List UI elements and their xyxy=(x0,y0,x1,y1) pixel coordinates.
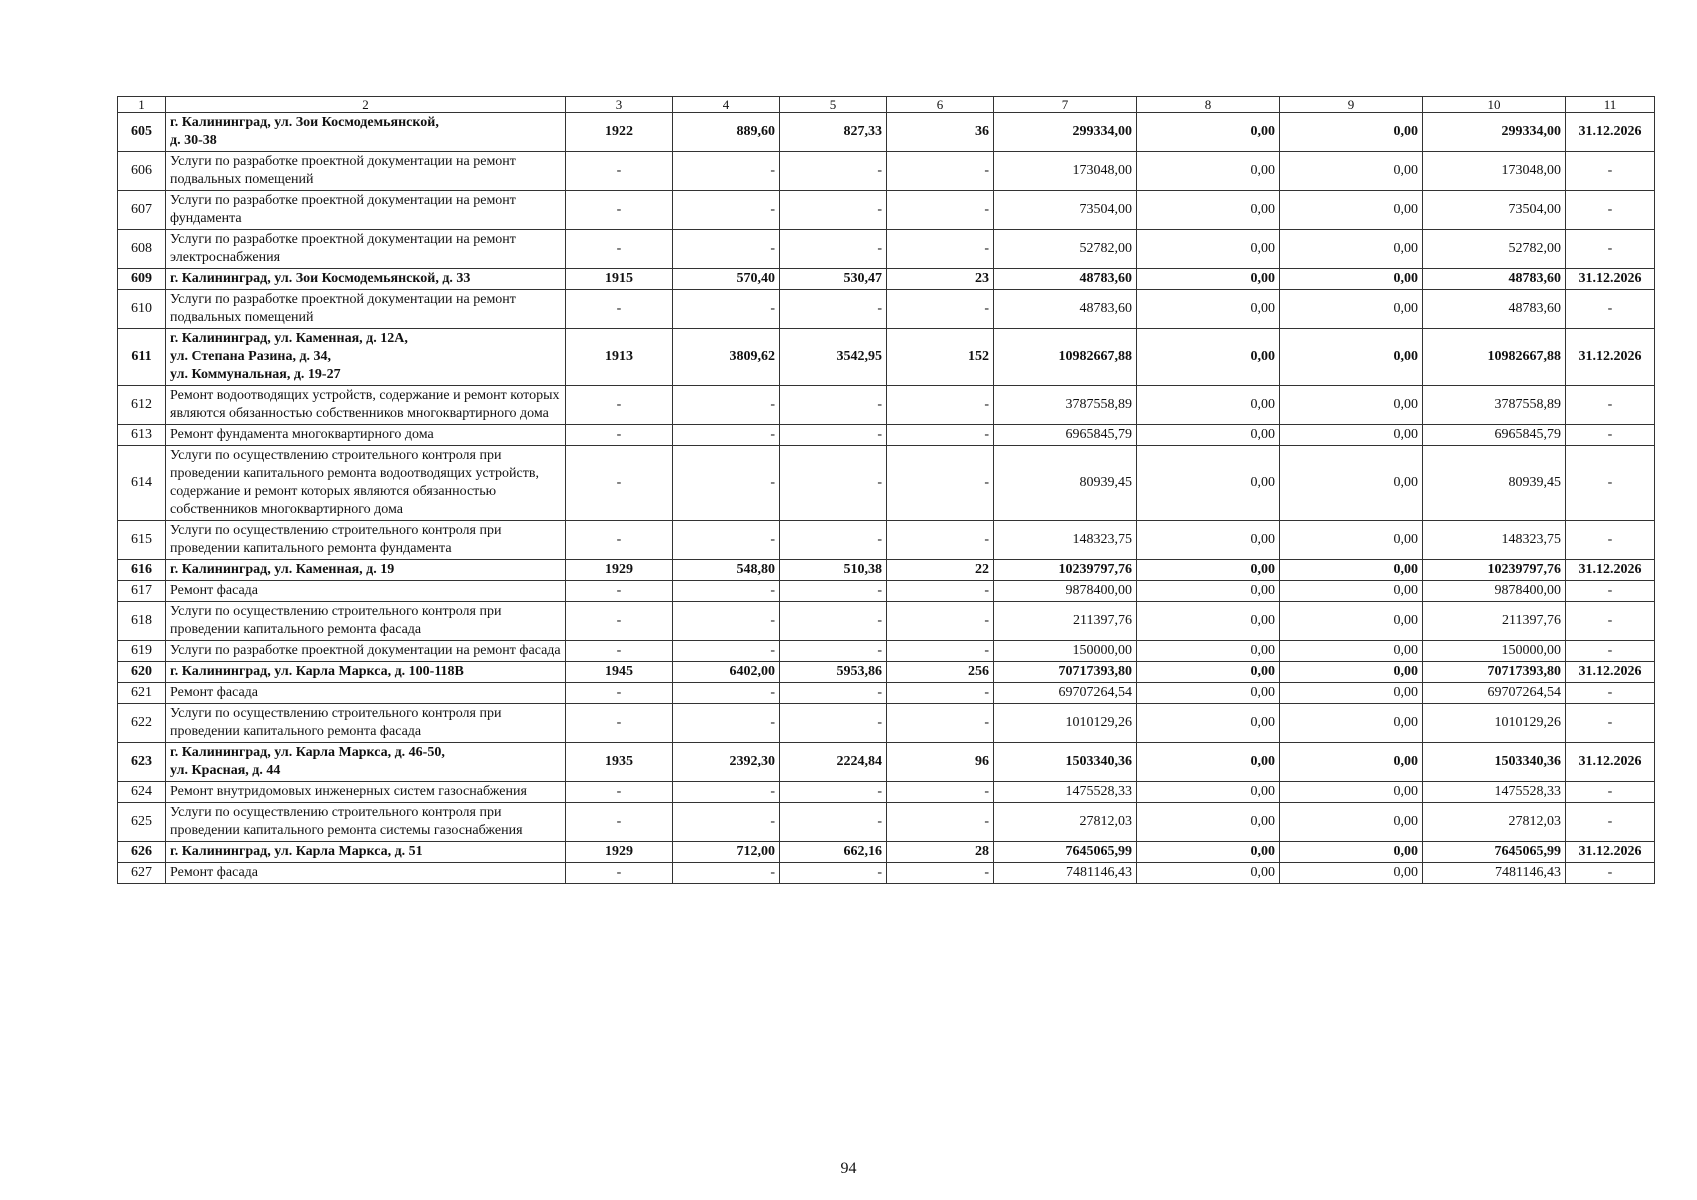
area-living-cell: - xyxy=(780,683,887,704)
work-row xyxy=(118,386,1655,425)
cost-regional-cell: 0,00 xyxy=(1280,113,1423,152)
year-cell: - xyxy=(566,704,673,743)
work-name-cell: Услуги по осуществлению строительного контроля при проведении капитального ремонта водоотводящих устройств, содержание и ремонт которых являются обязанностью собственников многоквартирного дома xyxy=(166,446,566,521)
cost-federal-cell: 0,00 xyxy=(1137,683,1280,704)
cost-total-cell: 48783,60 xyxy=(994,290,1137,329)
area-total-cell: 6402,00 xyxy=(673,662,780,683)
cost-federal-cell: 0,00 xyxy=(1137,191,1280,230)
residents-cell: 152 xyxy=(887,329,994,386)
cost-total-cell: 7645065,99 xyxy=(994,842,1137,863)
work-name-cell: Ремонт фасада xyxy=(166,683,566,704)
residents-cell: - xyxy=(887,581,994,602)
row-number-cell: 617 xyxy=(118,581,166,602)
deadline-cell: 31.12.2026 xyxy=(1566,743,1655,782)
work-name-cell: Услуги по осуществлению строительного контроля при проведении капитального ремонта фундамента xyxy=(166,521,566,560)
cost-regional-cell: 0,00 xyxy=(1280,641,1423,662)
year-cell: 1913 xyxy=(566,329,673,386)
address-row xyxy=(118,113,1655,152)
cost-federal-cell: 0,00 xyxy=(1137,269,1280,290)
cost-total-cell: 299334,00 xyxy=(994,113,1137,152)
cost-total-cell: 1503340,36 xyxy=(994,743,1137,782)
area-living-cell: 662,16 xyxy=(780,842,887,863)
area-living-cell: - xyxy=(780,425,887,446)
header-row xyxy=(118,97,1655,113)
cost-total-cell: 148323,75 xyxy=(994,521,1137,560)
deadline-cell: - xyxy=(1566,803,1655,842)
work-row xyxy=(118,704,1655,743)
cost-total-cell: 48783,60 xyxy=(994,269,1137,290)
work-row xyxy=(118,191,1655,230)
area-living-cell: - xyxy=(780,863,887,884)
cost-owners-cell: 148323,75 xyxy=(1423,521,1566,560)
deadline-cell: 31.12.2026 xyxy=(1566,269,1655,290)
work-name-cell: Услуги по разработке проектной документации на ремонт фасада xyxy=(166,641,566,662)
residents-cell: - xyxy=(887,446,994,521)
cost-total-cell: 70717393,80 xyxy=(994,662,1137,683)
work-name-cell: г. Калининград, ул. Зои Космодемьянской, д. 33 xyxy=(166,269,566,290)
row-number-cell: 611 xyxy=(118,329,166,386)
cost-total-cell: 1010129,26 xyxy=(994,704,1137,743)
year-cell: 1922 xyxy=(566,113,673,152)
area-living-cell: - xyxy=(780,446,887,521)
cost-regional-cell: 0,00 xyxy=(1280,863,1423,884)
deadline-cell: - xyxy=(1566,230,1655,269)
cost-federal-cell: 0,00 xyxy=(1137,581,1280,602)
area-total-cell: - xyxy=(673,425,780,446)
area-living-cell: - xyxy=(780,782,887,803)
cost-federal-cell: 0,00 xyxy=(1137,113,1280,152)
cost-total-cell: 10982667,88 xyxy=(994,329,1137,386)
address-row xyxy=(118,269,1655,290)
column-header-9: 9 xyxy=(1280,97,1423,113)
year-cell: - xyxy=(566,191,673,230)
residents-cell: - xyxy=(887,782,994,803)
row-number-cell: 614 xyxy=(118,446,166,521)
residents-cell: - xyxy=(887,290,994,329)
cost-federal-cell: 0,00 xyxy=(1137,386,1280,425)
work-row xyxy=(118,683,1655,704)
column-header-10: 10 xyxy=(1423,97,1566,113)
area-living-cell: 510,38 xyxy=(780,560,887,581)
address-row xyxy=(118,329,1655,386)
cost-federal-cell: 0,00 xyxy=(1137,560,1280,581)
residents-cell: - xyxy=(887,425,994,446)
cost-regional-cell: 0,00 xyxy=(1280,581,1423,602)
area-living-cell: 530,47 xyxy=(780,269,887,290)
deadline-cell: - xyxy=(1566,704,1655,743)
row-number-cell: 613 xyxy=(118,425,166,446)
cost-regional-cell: 0,00 xyxy=(1280,743,1423,782)
area-living-cell: - xyxy=(780,152,887,191)
year-cell: - xyxy=(566,152,673,191)
deadline-cell: 31.12.2026 xyxy=(1566,842,1655,863)
deadline-cell: 31.12.2026 xyxy=(1566,329,1655,386)
cost-total-cell: 7481146,43 xyxy=(994,863,1137,884)
work-name-cell: Услуги по разработке проектной документации на ремонт подвальных помещений xyxy=(166,290,566,329)
residents-cell: - xyxy=(887,641,994,662)
address-row xyxy=(118,842,1655,863)
area-total-cell: - xyxy=(673,704,780,743)
cost-total-cell: 80939,45 xyxy=(994,446,1137,521)
cost-owners-cell: 1503340,36 xyxy=(1423,743,1566,782)
cost-total-cell: 73504,00 xyxy=(994,191,1137,230)
cost-total-cell: 150000,00 xyxy=(994,641,1137,662)
year-cell: - xyxy=(566,425,673,446)
work-name-cell: Услуги по осуществлению строительного контроля при проведении капитального ремонта фасада xyxy=(166,602,566,641)
deadline-cell: - xyxy=(1566,290,1655,329)
row-number-cell: 625 xyxy=(118,803,166,842)
work-name-cell: Услуги по разработке проектной документации на ремонт электроснабжения xyxy=(166,230,566,269)
cost-federal-cell: 0,00 xyxy=(1137,425,1280,446)
address-row xyxy=(118,743,1655,782)
cost-total-cell: 10239797,76 xyxy=(994,560,1137,581)
cost-federal-cell: 0,00 xyxy=(1137,863,1280,884)
cost-regional-cell: 0,00 xyxy=(1280,782,1423,803)
residents-cell: - xyxy=(887,386,994,425)
cost-federal-cell: 0,00 xyxy=(1137,152,1280,191)
work-name-cell: г. Калининград, ул. Карла Маркса, д. 100-118В xyxy=(166,662,566,683)
column-header-1: 1 xyxy=(118,97,166,113)
area-total-cell: 712,00 xyxy=(673,842,780,863)
deadline-cell: 31.12.2026 xyxy=(1566,662,1655,683)
deadline-cell: - xyxy=(1566,521,1655,560)
row-number-cell: 612 xyxy=(118,386,166,425)
cost-owners-cell: 10982667,88 xyxy=(1423,329,1566,386)
deadline-cell: - xyxy=(1566,425,1655,446)
row-number-cell: 621 xyxy=(118,683,166,704)
area-total-cell: - xyxy=(673,683,780,704)
cost-regional-cell: 0,00 xyxy=(1280,269,1423,290)
deadline-cell: - xyxy=(1566,683,1655,704)
cost-regional-cell: 0,00 xyxy=(1280,560,1423,581)
year-cell: - xyxy=(566,782,673,803)
work-row xyxy=(118,782,1655,803)
residents-cell: - xyxy=(887,602,994,641)
column-header-11: 11 xyxy=(1566,97,1655,113)
cost-regional-cell: 0,00 xyxy=(1280,425,1423,446)
cost-owners-cell: 80939,45 xyxy=(1423,446,1566,521)
area-living-cell: - xyxy=(780,803,887,842)
row-number-cell: 626 xyxy=(118,842,166,863)
cost-federal-cell: 0,00 xyxy=(1137,704,1280,743)
row-number-cell: 610 xyxy=(118,290,166,329)
cost-federal-cell: 0,00 xyxy=(1137,230,1280,269)
area-living-cell: 827,33 xyxy=(780,113,887,152)
cost-owners-cell: 3787558,89 xyxy=(1423,386,1566,425)
area-living-cell: - xyxy=(780,641,887,662)
area-total-cell: 889,60 xyxy=(673,113,780,152)
cost-owners-cell: 69707264,54 xyxy=(1423,683,1566,704)
address-row xyxy=(118,560,1655,581)
year-cell: - xyxy=(566,230,673,269)
area-total-cell: - xyxy=(673,230,780,269)
area-total-cell: - xyxy=(673,803,780,842)
year-cell: - xyxy=(566,863,673,884)
deadline-cell: - xyxy=(1566,581,1655,602)
work-name-cell: г. Калининград, ул. Карла Маркса, д. 46-50, ул. Красная, д. 44 xyxy=(166,743,566,782)
deadline-cell: - xyxy=(1566,446,1655,521)
residents-cell: - xyxy=(887,152,994,191)
work-name-cell: г. Калининград, ул. Зои Космодемьянской, д. 30-38 xyxy=(166,113,566,152)
year-cell: - xyxy=(566,683,673,704)
cost-owners-cell: 10239797,76 xyxy=(1423,560,1566,581)
cost-regional-cell: 0,00 xyxy=(1280,191,1423,230)
year-cell: - xyxy=(566,803,673,842)
deadline-cell: - xyxy=(1566,386,1655,425)
residents-cell: - xyxy=(887,863,994,884)
deadline-cell: 31.12.2026 xyxy=(1566,113,1655,152)
cost-regional-cell: 0,00 xyxy=(1280,602,1423,641)
cost-owners-cell: 27812,03 xyxy=(1423,803,1566,842)
area-total-cell: - xyxy=(673,152,780,191)
work-name-cell: Услуги по осуществлению строительного контроля при проведении капитального ремонта фасада xyxy=(166,704,566,743)
work-name-cell: Услуги по разработке проектной документации на ремонт подвальных помещений xyxy=(166,152,566,191)
area-total-cell: - xyxy=(673,782,780,803)
cost-regional-cell: 0,00 xyxy=(1280,683,1423,704)
column-header-8: 8 xyxy=(1137,97,1280,113)
cost-total-cell: 173048,00 xyxy=(994,152,1137,191)
year-cell: 1935 xyxy=(566,743,673,782)
work-row xyxy=(118,425,1655,446)
cost-regional-cell: 0,00 xyxy=(1280,446,1423,521)
cost-owners-cell: 9878400,00 xyxy=(1423,581,1566,602)
work-row xyxy=(118,290,1655,329)
work-name-cell: Ремонт фасада xyxy=(166,581,566,602)
year-cell: - xyxy=(566,386,673,425)
residents-cell: 36 xyxy=(887,113,994,152)
work-row xyxy=(118,230,1655,269)
row-number-cell: 607 xyxy=(118,191,166,230)
work-name-cell: Услуги по осуществлению строительного контроля при проведении капитального ремонта системы газоснабжения xyxy=(166,803,566,842)
area-total-cell: - xyxy=(673,290,780,329)
cost-regional-cell: 0,00 xyxy=(1280,386,1423,425)
area-total-cell: - xyxy=(673,446,780,521)
page-number: 94 xyxy=(840,1160,857,1177)
year-cell: - xyxy=(566,521,673,560)
year-cell: - xyxy=(566,290,673,329)
cost-total-cell: 6965845,79 xyxy=(994,425,1137,446)
cost-regional-cell: 0,00 xyxy=(1280,329,1423,386)
column-header-6: 6 xyxy=(887,97,994,113)
residents-cell: - xyxy=(887,683,994,704)
work-row xyxy=(118,803,1655,842)
cost-regional-cell: 0,00 xyxy=(1280,842,1423,863)
table-body xyxy=(118,97,1655,884)
residents-cell: 23 xyxy=(887,269,994,290)
cost-owners-cell: 211397,76 xyxy=(1423,602,1566,641)
area-total-cell: - xyxy=(673,602,780,641)
area-total-cell: - xyxy=(673,191,780,230)
deadline-cell: 31.12.2026 xyxy=(1566,560,1655,581)
deadline-cell: - xyxy=(1566,602,1655,641)
year-cell: - xyxy=(566,641,673,662)
work-name-cell: Ремонт водоотводящих устройств, содержание и ремонт которых являются обязанностью собственников многоквартирного дома xyxy=(166,386,566,425)
residents-cell: - xyxy=(887,704,994,743)
cost-total-cell: 69707264,54 xyxy=(994,683,1137,704)
cost-total-cell: 27812,03 xyxy=(994,803,1137,842)
cost-owners-cell: 1010129,26 xyxy=(1423,704,1566,743)
year-cell: - xyxy=(566,602,673,641)
area-total-cell: 570,40 xyxy=(673,269,780,290)
year-cell: 1945 xyxy=(566,662,673,683)
row-number-cell: 606 xyxy=(118,152,166,191)
cost-federal-cell: 0,00 xyxy=(1137,329,1280,386)
area-living-cell: - xyxy=(780,230,887,269)
row-number-cell: 605 xyxy=(118,113,166,152)
row-number-cell: 616 xyxy=(118,560,166,581)
work-row xyxy=(118,152,1655,191)
area-total-cell: 2392,30 xyxy=(673,743,780,782)
deadline-cell: - xyxy=(1566,152,1655,191)
area-living-cell: - xyxy=(780,521,887,560)
row-number-cell: 609 xyxy=(118,269,166,290)
cost-regional-cell: 0,00 xyxy=(1280,152,1423,191)
cost-regional-cell: 0,00 xyxy=(1280,803,1423,842)
area-total-cell: - xyxy=(673,641,780,662)
area-total-cell: - xyxy=(673,863,780,884)
area-living-cell: 5953,86 xyxy=(780,662,887,683)
work-row xyxy=(118,863,1655,884)
work-row xyxy=(118,602,1655,641)
cost-regional-cell: 0,00 xyxy=(1280,662,1423,683)
residents-cell: - xyxy=(887,803,994,842)
residents-cell: - xyxy=(887,230,994,269)
column-header-2: 2 xyxy=(166,97,566,113)
area-living-cell: - xyxy=(780,386,887,425)
cost-owners-cell: 299334,00 xyxy=(1423,113,1566,152)
work-name-cell: Ремонт фасада xyxy=(166,863,566,884)
cost-owners-cell: 7481146,43 xyxy=(1423,863,1566,884)
work-name-cell: Ремонт внутридомовых инженерных систем газоснабжения xyxy=(166,782,566,803)
row-number-cell: 618 xyxy=(118,602,166,641)
area-living-cell: - xyxy=(780,290,887,329)
deadline-cell: - xyxy=(1566,191,1655,230)
cost-federal-cell: 0,00 xyxy=(1137,803,1280,842)
cost-federal-cell: 0,00 xyxy=(1137,842,1280,863)
area-total-cell: 3809,62 xyxy=(673,329,780,386)
residents-cell: 28 xyxy=(887,842,994,863)
area-living-cell: 3542,95 xyxy=(780,329,887,386)
row-number-cell: 619 xyxy=(118,641,166,662)
residents-cell: 256 xyxy=(887,662,994,683)
deadline-cell: - xyxy=(1566,641,1655,662)
cost-federal-cell: 0,00 xyxy=(1137,782,1280,803)
area-living-cell: - xyxy=(780,704,887,743)
work-name-cell: Ремонт фундамента многоквартирного дома xyxy=(166,425,566,446)
year-cell: 1929 xyxy=(566,842,673,863)
cost-federal-cell: 0,00 xyxy=(1137,743,1280,782)
work-row xyxy=(118,446,1655,521)
row-number-cell: 627 xyxy=(118,863,166,884)
row-number-cell: 620 xyxy=(118,662,166,683)
cost-regional-cell: 0,00 xyxy=(1280,521,1423,560)
year-cell: 1915 xyxy=(566,269,673,290)
work-row xyxy=(118,521,1655,560)
row-number-cell: 623 xyxy=(118,743,166,782)
cost-federal-cell: 0,00 xyxy=(1137,446,1280,521)
cost-total-cell: 52782,00 xyxy=(994,230,1137,269)
residents-cell: 96 xyxy=(887,743,994,782)
work-name-cell: г. Калининград, ул. Карла Маркса, д. 51 xyxy=(166,842,566,863)
cost-owners-cell: 1475528,33 xyxy=(1423,782,1566,803)
cost-owners-cell: 70717393,80 xyxy=(1423,662,1566,683)
cost-owners-cell: 48783,60 xyxy=(1423,290,1566,329)
work-name-cell: Услуги по разработке проектной документации на ремонт фундамента xyxy=(166,191,566,230)
year-cell: - xyxy=(566,581,673,602)
residents-cell: - xyxy=(887,191,994,230)
cost-owners-cell: 52782,00 xyxy=(1423,230,1566,269)
work-row xyxy=(118,641,1655,662)
cost-federal-cell: 0,00 xyxy=(1137,641,1280,662)
cost-federal-cell: 0,00 xyxy=(1137,521,1280,560)
cost-federal-cell: 0,00 xyxy=(1137,662,1280,683)
area-living-cell: - xyxy=(780,581,887,602)
area-total-cell: 548,80 xyxy=(673,560,780,581)
column-header-5: 5 xyxy=(780,97,887,113)
row-number-cell: 622 xyxy=(118,704,166,743)
cost-federal-cell: 0,00 xyxy=(1137,602,1280,641)
area-total-cell: - xyxy=(673,386,780,425)
cost-total-cell: 3787558,89 xyxy=(994,386,1137,425)
cost-owners-cell: 150000,00 xyxy=(1423,641,1566,662)
deadline-cell: - xyxy=(1566,863,1655,884)
residents-cell: - xyxy=(887,521,994,560)
cost-total-cell: 211397,76 xyxy=(994,602,1137,641)
work-name-cell: г. Калининград, ул. Каменная, д. 19 xyxy=(166,560,566,581)
row-number-cell: 615 xyxy=(118,521,166,560)
cost-owners-cell: 7645065,99 xyxy=(1423,842,1566,863)
year-cell: - xyxy=(566,446,673,521)
cost-total-cell: 9878400,00 xyxy=(994,581,1137,602)
area-living-cell: 2224,84 xyxy=(780,743,887,782)
column-header-7: 7 xyxy=(994,97,1137,113)
cost-owners-cell: 6965845,79 xyxy=(1423,425,1566,446)
address-row xyxy=(118,662,1655,683)
cost-owners-cell: 73504,00 xyxy=(1423,191,1566,230)
area-total-cell: - xyxy=(673,581,780,602)
cost-owners-cell: 173048,00 xyxy=(1423,152,1566,191)
area-living-cell: - xyxy=(780,191,887,230)
cost-owners-cell: 48783,60 xyxy=(1423,269,1566,290)
residents-cell: 22 xyxy=(887,560,994,581)
cost-regional-cell: 0,00 xyxy=(1280,230,1423,269)
year-cell: 1929 xyxy=(566,560,673,581)
area-living-cell: - xyxy=(780,602,887,641)
cost-total-cell: 1475528,33 xyxy=(994,782,1137,803)
deadline-cell: - xyxy=(1566,782,1655,803)
capital-repair-table xyxy=(117,96,1655,884)
column-header-3: 3 xyxy=(566,97,673,113)
cost-regional-cell: 0,00 xyxy=(1280,290,1423,329)
work-name-cell: г. Калининград, ул. Каменная, д. 12А, ул. Степана Разина, д. 34, ул. Коммунальная, д. 19-27 xyxy=(166,329,566,386)
row-number-cell: 624 xyxy=(118,782,166,803)
column-header-4: 4 xyxy=(673,97,780,113)
row-number-cell: 608 xyxy=(118,230,166,269)
cost-federal-cell: 0,00 xyxy=(1137,290,1280,329)
area-total-cell: - xyxy=(673,521,780,560)
cost-regional-cell: 0,00 xyxy=(1280,704,1423,743)
work-row xyxy=(118,581,1655,602)
